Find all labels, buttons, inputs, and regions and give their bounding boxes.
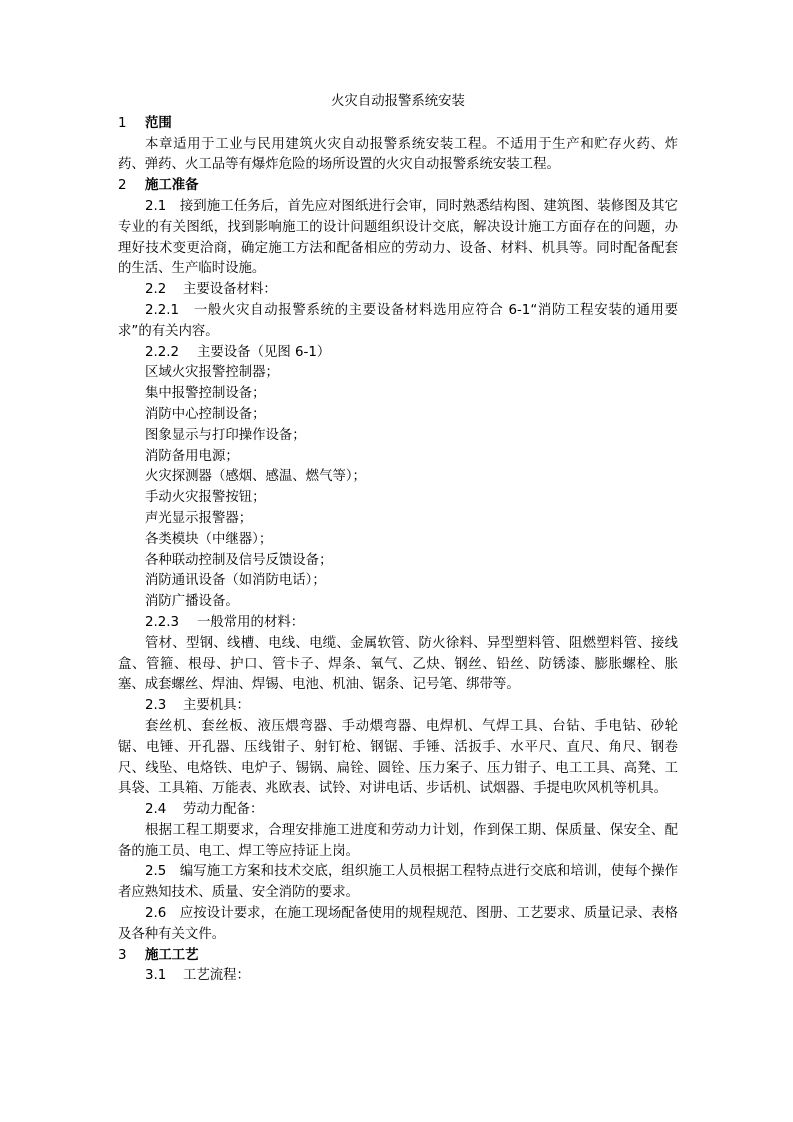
section-1-paragraph: 本章适用于工业与民用建筑火灾自动报警系统安装工程。不适用于生产和贮存火药、炸药、弹药、火工品等有爆炸危险的场所设置的火灾自动报警系统安装工程。 <box>118 136 678 173</box>
clause-2-2-1-number: 2.2.1 <box>145 302 180 318</box>
clause-2-3 <box>118 696 678 717</box>
clause-2-4-text: 劳动力配备： <box>183 802 264 818</box>
tools-paragraph: 套丝机、套丝板、液压煨弯器、手动煨弯器、电焊机、气焊工具、台钻、手电钻、砂轮锯、电锤、开孔器、压线钳子、射钉枪、钢锯、手锤、活扳手、水平尺、直尺、角尺、钢卷尺、线坠、电烙铁、电炉子、锡锅、扁铨、圆铨、压力案子、压力钳子、电工工具、高凳、工具袋、工具箱、万能表、兆欧表、试铃、对讲电话、步话机、试烟器、手提电吹风机等机具。 <box>118 718 678 797</box>
clause-2-1-number: 2.1 <box>145 198 167 214</box>
clause-2-6 <box>118 904 678 946</box>
clause-2-6-text: 应按设计要求，在施工现场配备使用的规程规范、图册、工艺要求、质量记录、表格及各种有关文件。 <box>118 906 679 942</box>
clause-2-4 <box>118 800 678 821</box>
document-page <box>118 92 678 987</box>
clause-2-5-text: 编写施工方案和技术交底，组织施工人员根据工程特点进行交底和培训，使每个操作者应熟知技术、质量、安全消防的要求。 <box>118 864 679 901</box>
clause-2-2-1 <box>118 301 678 343</box>
materials-paragraph: 管材、型钢、线槽、电线、电缆、金属软管、防火徐料、异型塑料管、阻燃塑料管、接线盒、管箍、根母、护口、管卡子、焊条、氧气、乙炔、钢丝、铅丝、防锈漆、膨胀螺栓、胀塞、成套螺丝、焊油、焊锡、电池、机油、锯条、记号笔、绑带等。 <box>118 635 678 693</box>
clause-3-1-number: 3.1 <box>145 968 167 984</box>
clause-2-2-3-number: 2.2.3 <box>145 614 180 630</box>
section-1-number: 1 <box>118 115 127 131</box>
list-item: 消防备用电源； <box>145 448 239 464</box>
clause-2-2-3 <box>118 613 678 634</box>
section-2-number: 2 <box>118 178 127 194</box>
clause-2-1 <box>118 197 678 280</box>
list-item: 消防广播设备。 <box>145 594 239 610</box>
section-3-title: 施工工艺 <box>145 947 199 963</box>
clause-2-4-number: 2.4 <box>145 802 167 818</box>
clause-2-2-number: 2.2 <box>145 282 167 298</box>
list-item: 手动火灾报警按钮； <box>145 490 266 506</box>
clause-2-1-text: 接到施工任务后，首先应对图纸进行会审，同时熟悉结构图、建筑图、装修图及其它专业的有关图纸，找到影响施工的设计问题组织设计交底，解决设计施工方面存在的问题，办理好技术变更洽商，确定施工方法和配备相应的劳动力、设备、材料、机具等。同时配备配套的生活、生产临时设施。 <box>118 198 679 277</box>
section-2-heading <box>118 176 678 197</box>
section-3-heading <box>118 946 678 967</box>
section-3-number: 3 <box>118 947 127 963</box>
section-1-title: 范围 <box>145 115 172 131</box>
section-1-heading <box>118 114 678 135</box>
clause-2-2-1-text: 一般火灾自动报警系统的主要设备材料选用应符合 6-1“消防工程安装的通用要求”的有关内容。 <box>118 302 679 339</box>
clause-2-2-2 <box>118 343 678 364</box>
clause-3-1-text: 工艺流程： <box>183 968 250 984</box>
clause-2-2 <box>118 280 678 301</box>
list-item: 火灾探测器（感烟、感温、燃气等）； <box>145 469 366 485</box>
list-item: 集中报警控制设备； <box>145 386 266 402</box>
clause-2-3-number: 2.3 <box>145 698 167 714</box>
section-2-title: 施工准备 <box>145 178 199 194</box>
list-item: 声光显示报警器； <box>145 510 253 526</box>
list-item: 各种联动控制及信号反馈设备； <box>145 552 333 568</box>
clause-2-2-2-number: 2.2.2 <box>145 344 180 360</box>
clause-2-5-number: 2.5 <box>145 864 167 880</box>
clause-2-2-3-text: 一般常用的材料： <box>197 614 305 630</box>
clause-3-1 <box>118 966 678 987</box>
list-item: 消防通讯设备（如消防电话）； <box>145 573 326 589</box>
labor-paragraph: 根据工程工期要求，合理安排施工进度和劳动力计划，作到保工期、保质量、保安全、配备的施工员、电工、焊工等应持证上岗。 <box>118 822 678 859</box>
list-item: 图象显示与打印操作设备； <box>145 427 306 443</box>
clause-2-2-text: 主要设备材料： <box>183 282 277 298</box>
list-item: 消防中心控制设备； <box>145 406 266 422</box>
list-item: 区域火灾报警控制器； <box>145 365 279 381</box>
clause-2-5 <box>118 862 678 904</box>
document-title: 火灾自动报警系统安装 <box>331 94 465 109</box>
list-item: 各类模块（中继器）； <box>145 531 273 547</box>
clause-2-6-number: 2.6 <box>145 906 167 922</box>
clause-2-2-2-text: 主要设备（见图 6-1） <box>197 344 331 360</box>
clause-2-3-text: 主要机具： <box>183 698 250 714</box>
